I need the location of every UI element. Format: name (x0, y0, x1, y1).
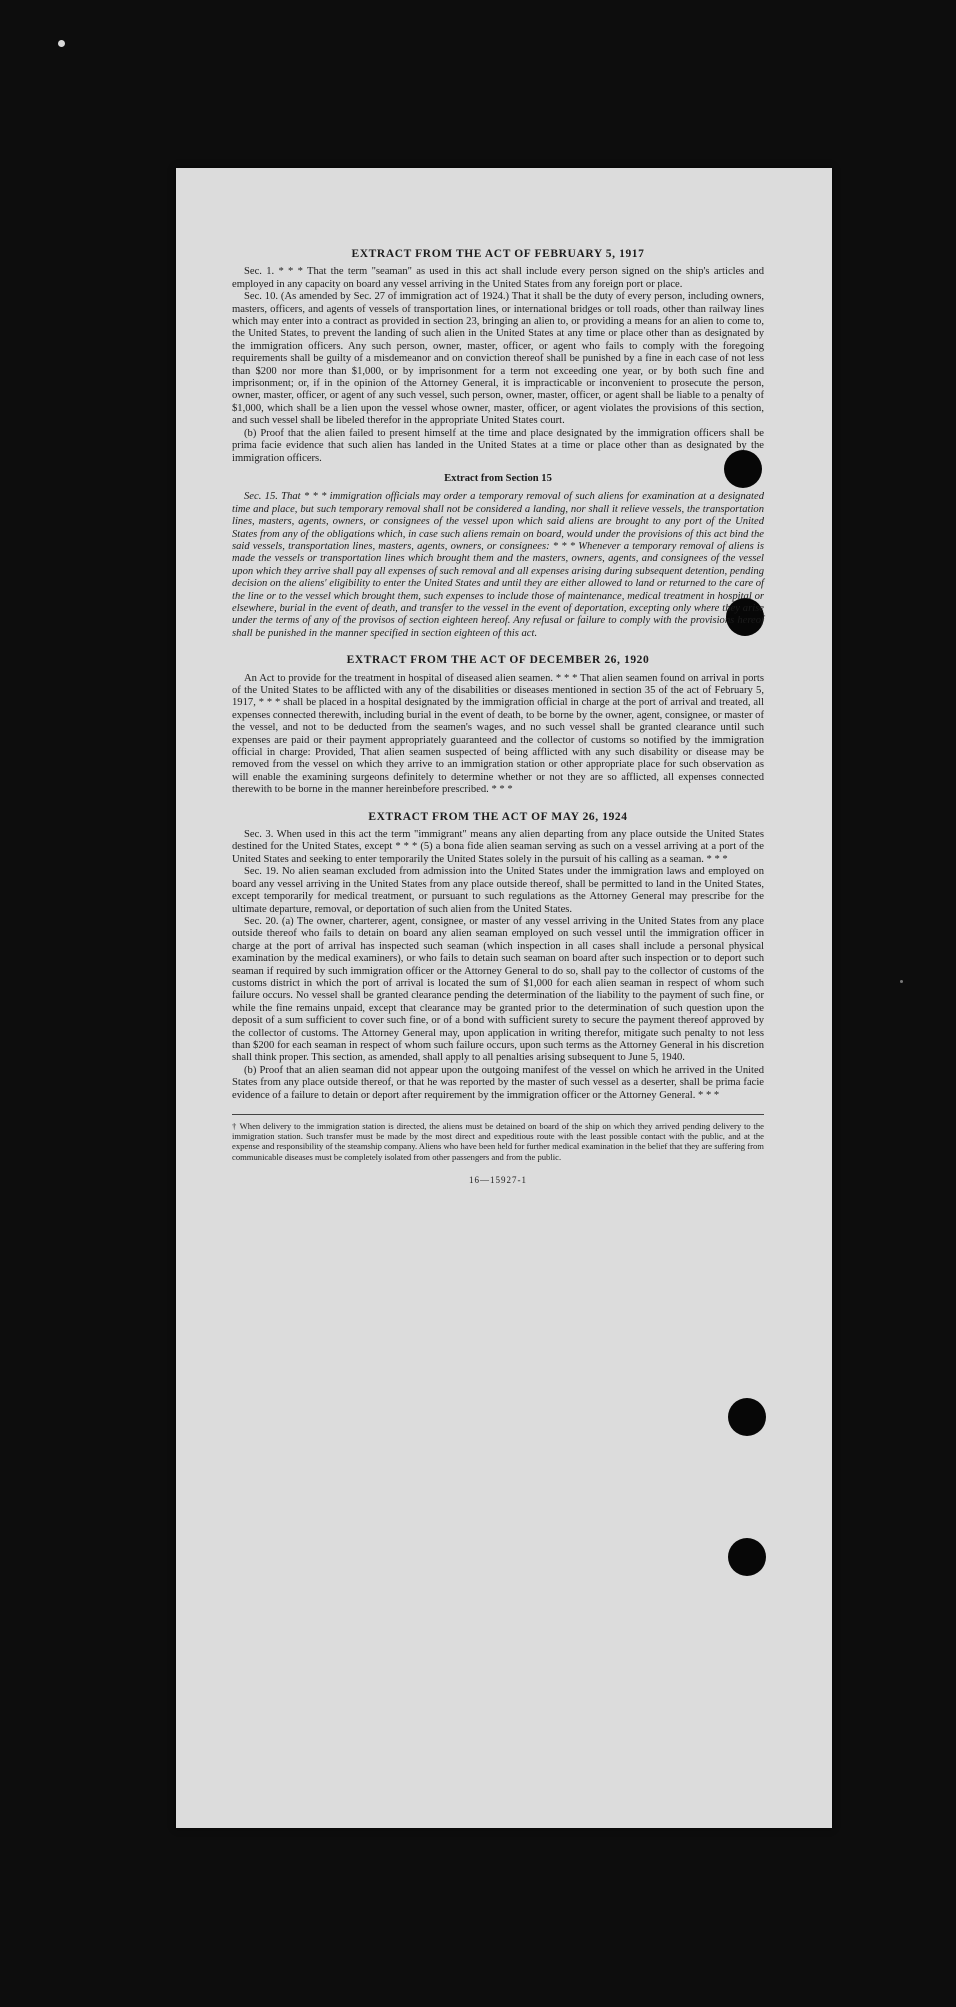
section-heading-1920: EXTRACT FROM THE ACT OF DECEMBER 26, 1920 (346, 654, 650, 667)
paragraph-sec-3: Sec. 3. When used in this act the term "immigrant" means any alien departing from any place outside the United States destined for the United States, except * * * (5) a bona fide alien seaman serving as such on a vessel arriving at a port of the United States and seeking to enter temporarily the United States solely in the pursuit of his calling as a seaman. * * * (232, 829, 764, 865)
document-content (232, 248, 764, 1186)
paragraph-sec-20a: Sec. 20. (a) The owner, charterer, agent, consignee, or master of any vessel arriving in the United States from any place outside thereof who fails to detain on board any alien seaman employed on such vessel until the immigration officer in charge at the port of arrival has inspected such seaman (which inspection in all cases shall include a personal physical examination by the medical examiners), or who fails to detain such seaman on board after such inspection or to deport such seaman if required by such immigration officer or the Attorney General to do so, shall pay to the collector of customs of the customs district in which the port of arrival is located the sum of $1,000 for each alien seaman in respect of whom such failure occurs. No vessel shall be granted clearance pending the determination of the liability to the payment of such fine, or while the fine remains unpaid, except that clearance may be granted prior to the determination of such question upon the deposit of a sum sufficient to cover such fine, or of a bond with sufficient surety to secure the payment thereof approved by the collector of customs. The Attorney General may, upon application in writing therefor, mitigate such penalty to not less than $200 for each seaman in respect of whom such failure occurs, upon such terms as the Attorney General in his discretion shall think proper. This section, as amended, shall apply to all penalties arising subsequent to June 5, 1940. (232, 915, 764, 1064)
paragraph-sec-20b: (b) Proof that an alien seaman did not appear upon the outgoing manifest of the vessel on which he arrived in the United States from any place outside thereof, or that he was reported by the master of such vessel as a deserter, shall be prima facie evidence of a failure to detain or deport after requirement by the immigration officer or the Attorney General. * * * (232, 1064, 764, 1101)
document-number: 16—15927-1 (469, 1174, 527, 1185)
paragraph-sec-10: Sec. 10. (As amended by Sec. 27 of immigration act of 1924.) That it shall be the duty of every person, including owners, masters, officers, and agents of vessels of transportation lines, or international bridges or toll roads, other than railway lines which may enter into a contract as provided in section 23, bringing an alien to, or providing a means for an alien to come to, the United States, to prevent the landing of such alien in the United States at any time or place other than as designated by the immigration officers. Any such person, owner, master, officer, or agent who fails to comply with the foregoing requirements shall be guilty of a misdemeanor and on conviction thereof shall be punished by a fine in each case of not less than $200 nor more than $1,000, or by imprisonment for a term not exceeding one year, or by both such fine and imprisonment; or, if in the opinion of the Attorney General, it is impracticable or inconvenient to prosecute the person, owner, master, officer, or agent of any such vessel, such person, owner, master, officer, or agent shall be liable to a penalty of $1,000, which shall be a lien upon the vessel whose owner, master, officer, or agent violates the provisions of this section, and such vessel shall be libeled therefor in the appropriate United States court. (232, 291, 764, 427)
paragraph-sec-10b: (b) Proof that the alien failed to present himself at the time and place designated by the immigration officers shall be prima facie evidence that such alien has landed in the United States at a time or place other than as designated by the immigration officers. (232, 427, 764, 464)
paragraph-sec-1: Sec. 1. * * * That the term "seaman" as used in this act shall include every person signed on the ship's articles and employed in any capacity on board any vessel arriving in the United States from any foreign port or place. (232, 266, 764, 290)
binder-hole (728, 1538, 766, 1576)
paragraph-sec-15: Sec. 15. That * * * immigration officials may order a temporary removal of such aliens for examination at a designated time and place, but such temporary removal shall not be considered a landing, nor shall it relieve vessels, the transportation lines, masters, agents, owners, or consignees of the vessel upon which said aliens are brought to any port of the United States from any of the obligations which, in case such aliens remain on board, would under the provisions of this act bind the said vessels, transportation lines, masters, agents, owners, or consignees: * * * Whenever a temporary removal of aliens is made the vessels or transportation lines which brought them and the masters, owners, agents, and consignees of the vessel upon which they arrive shall pay all expenses of such removal and all expenses arising during subsequent detention, pending decision on the aliens' eligibility to enter the United States and until they are either allowed to land or returned to the care of the line or to the vessel which brought them, such expenses to include those of maintenance, medical treatment in hospital or elsewhere, burial in the event of death, and transfer to the vessel in the event of deportation, excepting only where they arise under the terms of any of the provisos of section eighteen hereof. Any refusal or failure to comply with the provisions hereof shall be punished in the manner specified in section eighteen of this act. (232, 491, 764, 639)
film-speck (900, 980, 903, 983)
section-subheading-15: Extract from Section 15 (444, 472, 552, 484)
document-page (176, 168, 832, 1828)
section-heading-1924: EXTRACT FROM THE ACT OF MAY 26, 1924 (368, 810, 628, 823)
film-speck (58, 40, 65, 47)
paragraph-sec-19: Sec. 19. No alien seaman excluded from admission into the United States under the immigration laws and employed on board any vessel arriving in the United States from any place outside thereof, shall be permitted to land in the United States, except temporarily for medical treatment, or pursuant to such regulations as the Attorney General may prescribe for the ultimate departure, removal, or deportation of such alien from the United States. (232, 866, 764, 915)
binder-hole (728, 1398, 766, 1436)
section-heading-1917: EXTRACT FROM THE ACT OF FEBRUARY 5, 1917 (351, 248, 645, 260)
footnote: † When delivery to the immigration station is directed, the aliens must be detained on board of the ship on which they arrived pending delivery to the immigration station. Such transfer must be made by the most direct and expeditious route with the least possible contact with the public, and at the expense and responsibility of the steamship company. Aliens who have been held for further medical examination in the belief that they are suffering from communicable diseases must be completely isolated from other passengers and from the public. (232, 1114, 764, 1162)
paragraph-act-1920: An Act to provide for the treatment in hospital of diseased alien seamen. * * * That alien seamen found on arrival in ports of the United States to be afflicted with any of the disabilities or diseases mentioned in section 35 of the act of February 5, 1917, * * * shall be placed in a hospital designated by the immigration official in charge at the port of arrival and treated, all expenses connected therewith, including burial in the event of death, to be borne by the owner, agent, consignee, or master of the vessel, and not to be deducted from the seamen's wages, and no such vessel shall be granted clearance until such expenses are paid or their payment appropriately guaranteed and the collector of customs so notified by the immigration official in charge: Provided, That alien seamen suspected of being afflicted with any such disability or disease may be removed from the vessel on which they arrive to an immigration station or other appropriate place for such observation as will enable the examining surgeons definitely to determine whether or not they are so afflicted, all expenses connected therewith to be borne in the manner hereinbefore prescribed. * * * (232, 672, 764, 796)
